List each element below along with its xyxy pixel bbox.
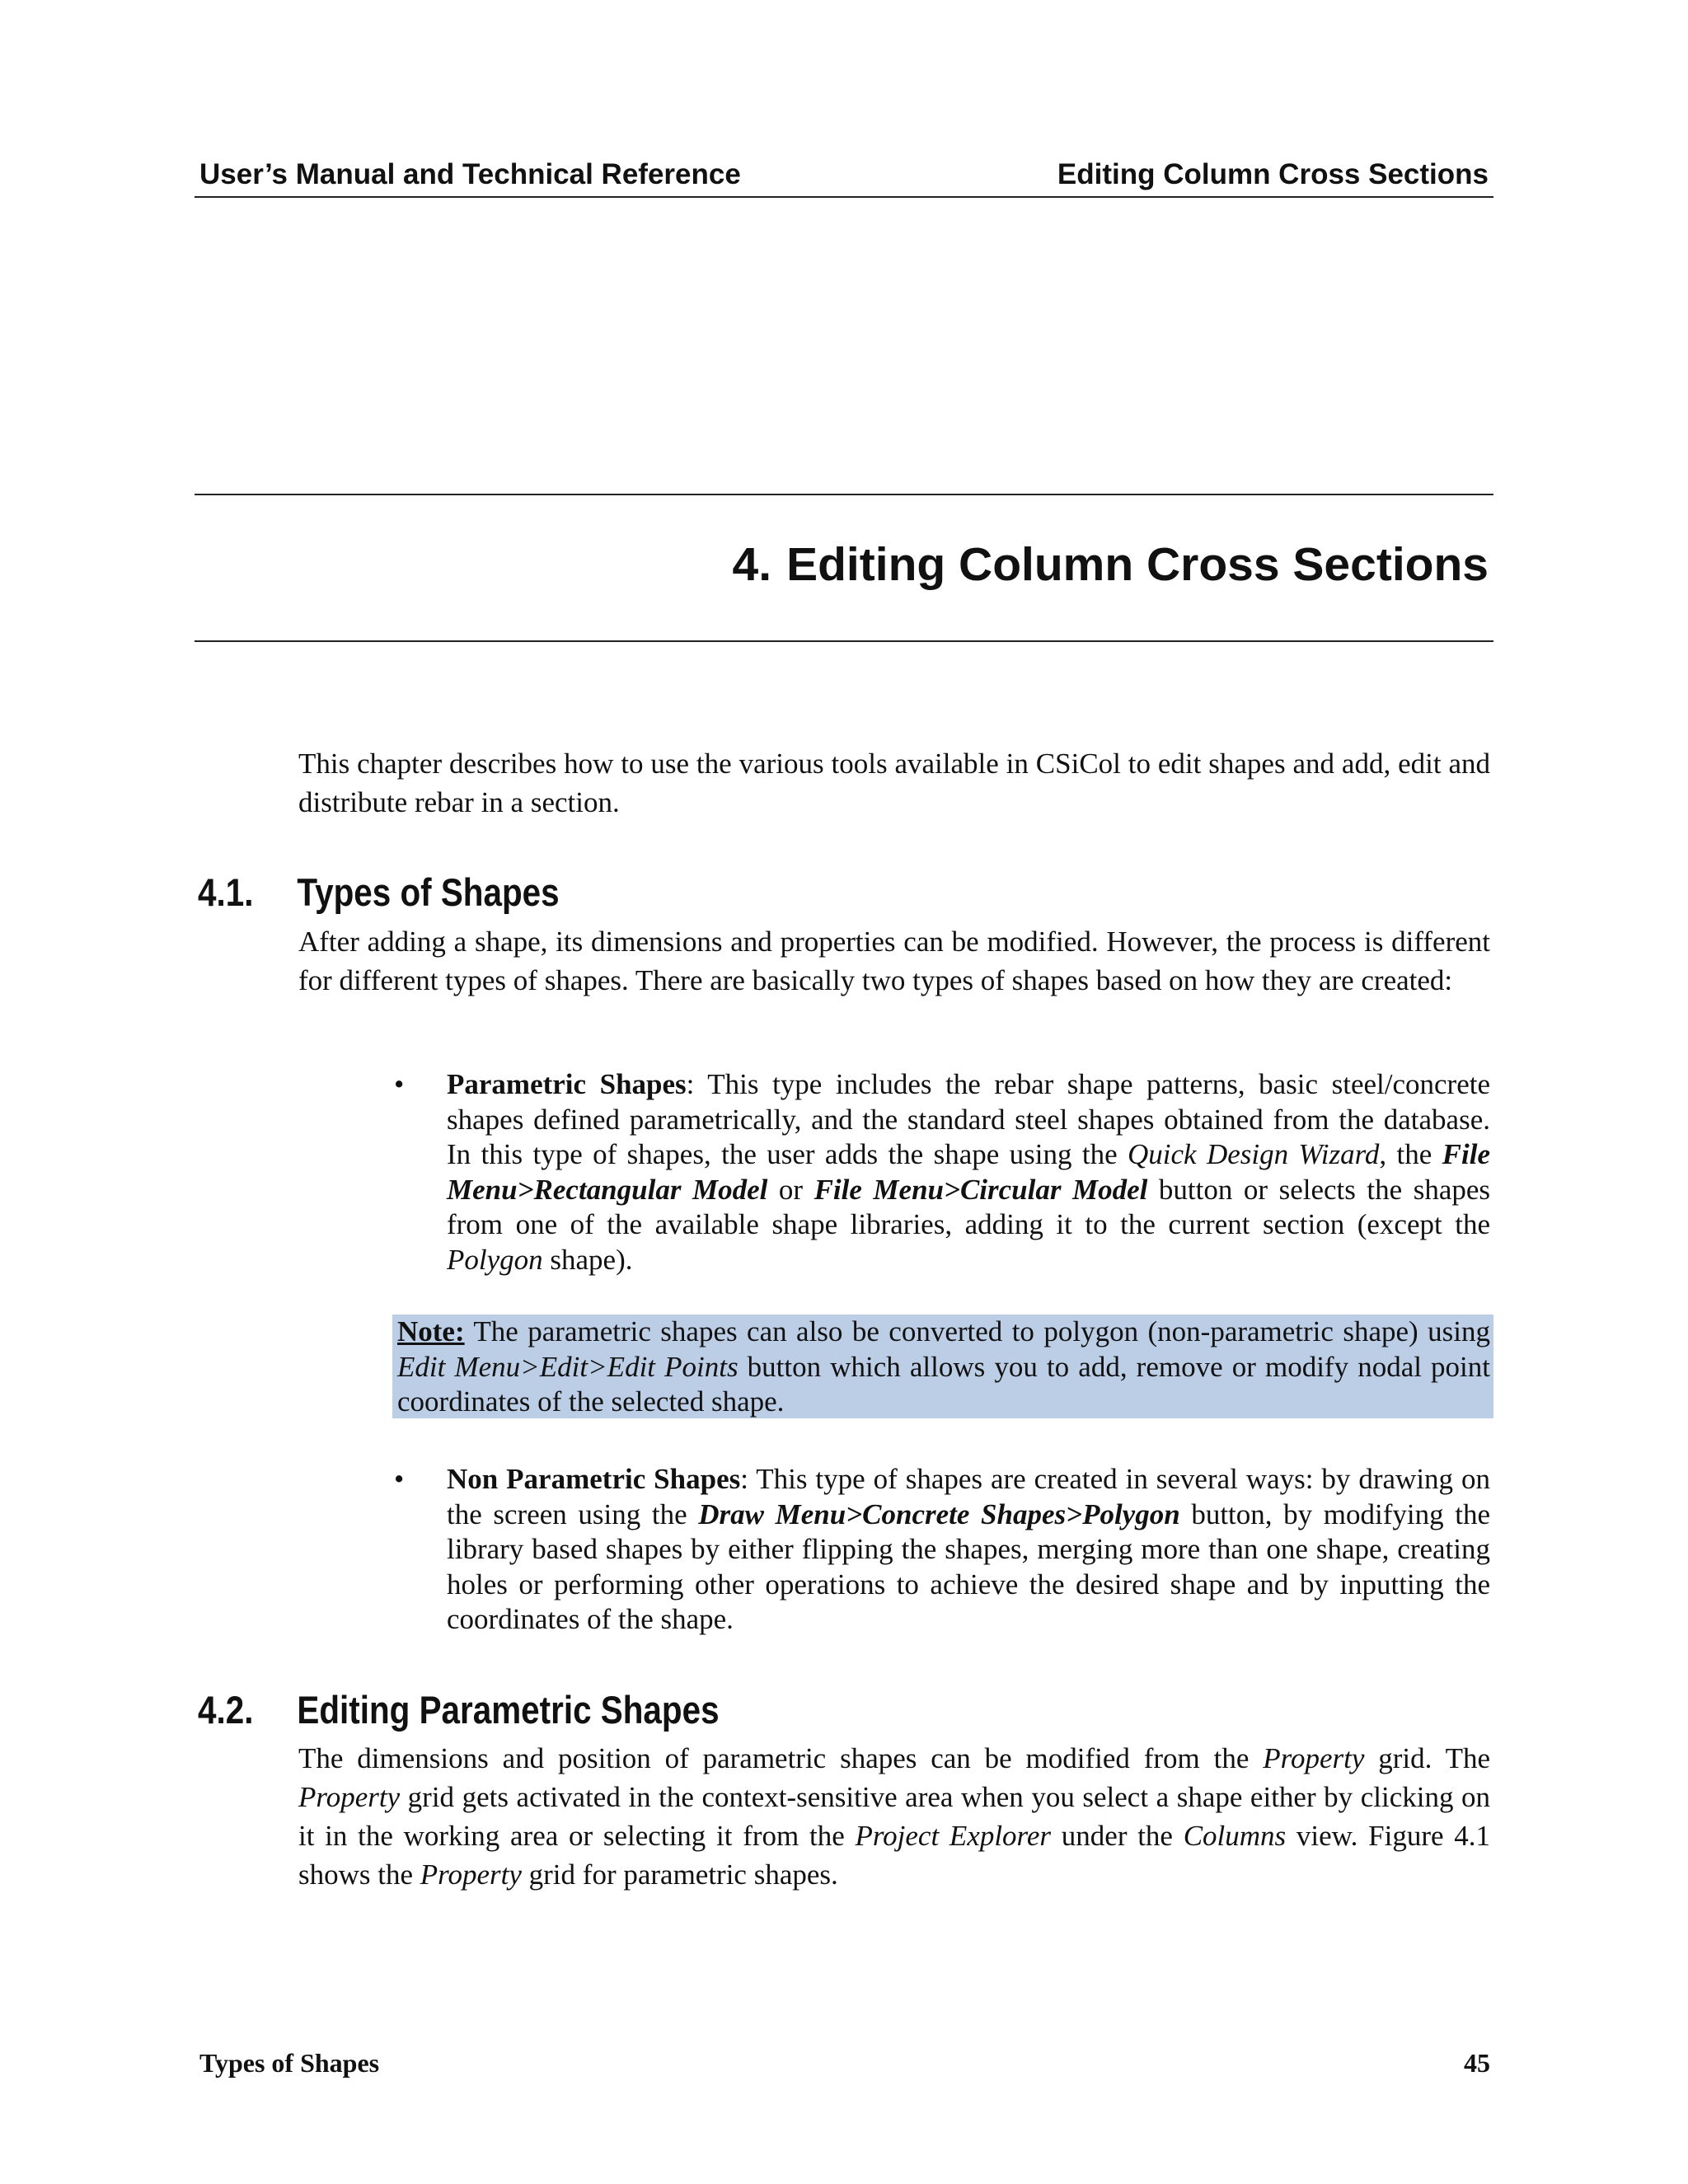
bullet-text: , the xyxy=(1379,1138,1442,1170)
section-heading-4-1 xyxy=(198,869,560,915)
footer-page-number: 45 xyxy=(1464,2048,1490,2078)
bullet-bold-italic: File Menu>Rectangular Model xyxy=(447,1138,1490,1206)
bullet-term: Non Parametric Shapes xyxy=(447,1463,741,1495)
note-body: button which allows you to add, remove or modify nodal point coordinates of the selected shape. xyxy=(397,1350,1491,1418)
note-label: Note: xyxy=(397,1315,465,1347)
para-text: view. Figure 4.1 shows the xyxy=(298,1820,1491,1891)
para-italic: Property xyxy=(298,1781,401,1813)
bullet-parametric-shapes xyxy=(447,1067,1490,1277)
bullet-text: button or selects the shapes from one of the available shape libraries, adding it to the current section (except the xyxy=(447,1173,1491,1240)
bullet-bold-italic: File Menu>Circular Model xyxy=(814,1173,1148,1206)
para-italic: Project Explorer xyxy=(855,1820,1052,1852)
chapter-bottom-rule xyxy=(195,640,1493,642)
chapter-title-text: Editing Column Cross Sections xyxy=(786,538,1489,591)
note-text xyxy=(397,1315,1490,1420)
note-body: The parametric shapes can also be converted to polygon (non-parametric shape) using xyxy=(464,1315,1490,1347)
footer-section-name: Types of Shapes xyxy=(199,2048,380,2078)
bullet-text: button, by modifying the library based shapes by either flipping the shapes, merging more than one shape, creating holes or performing other operations to achieve the desired shape and by inputting the coordinates of the shape. xyxy=(447,1497,1490,1635)
para-italic: Property xyxy=(1263,1742,1365,1774)
section-4-1-paragraph: After adding a shape, its dimensions and properties can be modified. However, the process is different for different types of shapes. There are basically two types of shapes based on how they are created: xyxy=(298,926,1490,996)
note-italic: Edit Menu>Edit>Edit Points xyxy=(397,1350,738,1383)
section-title: Editing Parametric Shapes xyxy=(297,1688,720,1732)
bullet-text: shape). xyxy=(542,1243,633,1276)
section-4-2-paragraph xyxy=(298,1739,1490,1894)
bullet-marker: • xyxy=(394,1463,405,1495)
para-text: grid. The xyxy=(1364,1742,1490,1774)
para-italic: Property xyxy=(420,1858,522,1891)
para-italic: Columns xyxy=(1183,1820,1287,1852)
bullet-non-parametric-shapes xyxy=(447,1462,1490,1638)
para-text: grid gets activated in the context-sensitive area when you select a shape either by clicking on it in the working area or selecting it from the xyxy=(298,1781,1490,1852)
section-number: 4.1. xyxy=(198,870,254,914)
header-manual-title: User’s Manual and Technical Reference xyxy=(199,158,741,190)
intro-paragraph: This chapter describes how to use the various tools available in CSiCol to edit shapes and add, edit and distribute rebar in a section. xyxy=(298,748,1490,818)
bullet-italic: Polygon xyxy=(447,1243,543,1276)
bullet-italic: Quick Design Wizard xyxy=(1128,1138,1380,1170)
bullet-term: Parametric Shapes xyxy=(447,1068,687,1100)
bullet-text: or xyxy=(767,1173,814,1206)
para-text: under the xyxy=(1051,1820,1184,1852)
para-text: The dimensions and position of parametric shapes can be modified from the xyxy=(298,1742,1264,1774)
chapter-top-rule xyxy=(195,494,1493,495)
section-number: 4.2. xyxy=(198,1688,254,1732)
section-heading-4-2 xyxy=(198,1687,720,1732)
section-title: Types of Shapes xyxy=(297,870,560,914)
chapter-title xyxy=(733,537,1489,592)
bullet-marker: • xyxy=(394,1068,405,1100)
running-header xyxy=(195,153,1493,198)
bullet-bold-italic: Draw Menu>Concrete Shapes>Polygon xyxy=(698,1497,1180,1530)
para-text: grid for parametric shapes. xyxy=(521,1858,838,1891)
chapter-number: 4. xyxy=(732,538,772,591)
header-chapter-title: Editing Column Cross Sections xyxy=(1057,158,1489,190)
bullet-text: : This type includes the rebar shape patterns, basic steel/concrete shapes defined parametrically, and the standard steel shapes obtained from the database. In this type of shapes, the user adds the shape using the xyxy=(447,1068,1490,1170)
bullet-text: : This type of shapes are created in several ways: by drawing on the screen using the xyxy=(447,1463,1490,1530)
